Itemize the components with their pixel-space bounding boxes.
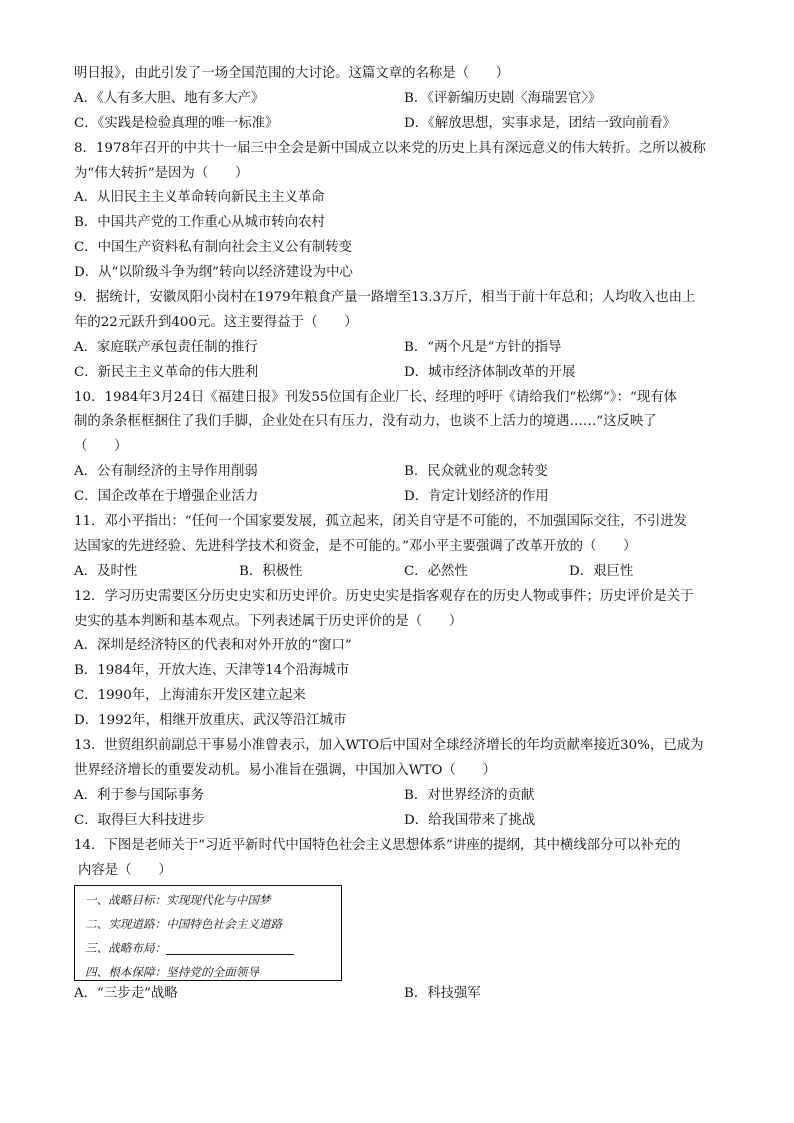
q13-stem-line1: 13．世贸组织前副总干事易小准曾表示，加入WTO后中国对全球经济增长的年均贡献率接近30%，已成为 bbox=[74, 738, 704, 754]
q12-option-c: C．1990年，上海浦东开发区建立起来 bbox=[74, 688, 306, 704]
q14-options-row1 bbox=[74, 982, 734, 1007]
q10-option-b: B．民众就业的观念转变 bbox=[404, 464, 548, 480]
q13-option-a: A．利于参与国际事务 bbox=[74, 787, 205, 803]
q7-options-row2 bbox=[74, 112, 734, 137]
outline-item-3 bbox=[85, 937, 341, 961]
outline-item-1: 一、战略目标：实现现代化与中国梦 bbox=[85, 893, 271, 908]
q7-options-row1 bbox=[74, 87, 734, 112]
q9-option-a: A．家庭联产承包责任制的推行 bbox=[74, 339, 258, 355]
q8-stem-line2: 为“伟大转折”是因为（ ） bbox=[74, 165, 249, 181]
fill-in-blank-line bbox=[166, 942, 294, 955]
q8-option-d: D．从“以阶级斗争为纲”转向以经济建设为中心 bbox=[74, 265, 353, 281]
q11-option-c: C．必然性 bbox=[404, 563, 468, 579]
q9-options-row1 bbox=[74, 336, 734, 361]
q11-stem-line1: 11．邓小平指出：“任何一个国家要发展，孤立起来，闭关自守是不可能的，不加强国际交往，不引进发 bbox=[74, 514, 688, 530]
q9-stem-line2: 年的22元跃升到400元。这主要得益于（ ） bbox=[74, 314, 358, 330]
q12-option-d: D．1992年，相继开放重庆、武汉等沿江城市 bbox=[74, 713, 347, 729]
q11-option-b: B．积极性 bbox=[239, 563, 303, 579]
q13-options-row2 bbox=[74, 809, 734, 834]
q12-stem-line2: 史实的基本判断和基本观点。下列表述属于历史评价的是（ ） bbox=[74, 613, 463, 629]
lecture-outline-box bbox=[74, 885, 342, 981]
q14-option-b: B．科技强军 bbox=[404, 986, 481, 1002]
q13-option-c: C．取得巨大科技进步 bbox=[74, 812, 205, 828]
q13-option-d: D．给我国带来了挑战 bbox=[404, 812, 536, 828]
q14-stem-line2: 内容是（ ） bbox=[78, 862, 172, 878]
q9-option-b: B．“两个凡是”方针的指导 bbox=[404, 339, 562, 355]
q11-options-row bbox=[74, 560, 734, 585]
q9-option-c: C．新民主主义革命的伟大胜利 bbox=[74, 364, 259, 380]
q10-stem-line3: （ ） bbox=[74, 439, 128, 455]
outline-item-4: 四、根本保障：坚持党的全面领导 bbox=[85, 965, 259, 980]
q10-option-d: D．肯定计划经济的作用 bbox=[404, 489, 549, 505]
q14-stem-line1: 14．下图是老师关于“习近平新时代中国特色社会主义思想体系”讲座的提纲，其中横线部分可以补充的 bbox=[74, 837, 681, 853]
q8-option-c: C．中国生产资料私有制向社会主义公有制转变 bbox=[74, 240, 353, 256]
q12-option-b: B．1984年，开放大连、天津等14个沿海城市 bbox=[74, 663, 350, 679]
q9-options-row2 bbox=[74, 361, 734, 386]
q8-option-a: A．从旧民主主义革命转向新民主主义革命 bbox=[74, 190, 325, 206]
q11-stem-line2: 达国家的先进经验、先进科学技术和资金，是不可能的。”邓小平主要强调了改革开放的（ ） bbox=[74, 538, 637, 554]
q9-option-d: D．城市经济体制改革的开展 bbox=[404, 364, 576, 380]
q7-option-b: B．《评新编历史剧〈海瑞罢官〉》 bbox=[404, 90, 602, 106]
q8-stem-line1: 8．1978年召开的中共十一届三中全会是新中国成立以来党的历史上具有深远意义的伟大转折。之所以被称 bbox=[74, 140, 706, 156]
q7-stem-tail: 明日报》，由此引发了一场全国范围的大讨论。这篇文章的名称是（ ） bbox=[74, 66, 510, 81]
q13-option-b: B．对世界经济的贡献 bbox=[404, 787, 535, 803]
q10-option-a: A．公有制经济的主导作用削弱 bbox=[74, 464, 258, 480]
q11-option-d: D．艰巨性 bbox=[569, 563, 634, 579]
q11-option-a: A．及时性 bbox=[74, 563, 138, 579]
q10-option-c: C．国企改革在于增强企业活力 bbox=[74, 489, 259, 505]
q10-options-row1 bbox=[74, 460, 734, 485]
q10-stem-line1: 10．1984年3月24日《福建日报》刊发55位国有企业厂长、经理的呼吁《请给我们“松绑”》：“现有体 bbox=[74, 389, 678, 405]
outline-item-2: 二、实现道路：中国特色社会主义道路 bbox=[85, 917, 283, 932]
q12-option-a: A．深圳是经济特区的代表和对外开放的“窗口” bbox=[74, 638, 352, 654]
q9-stem-line1: 9．据统计，安徽凤阳小岗村在1979年粮食产量一路增至13.3万斤，相当于前十年总和；人均收入也由上 bbox=[74, 290, 696, 306]
q13-options-row1 bbox=[74, 784, 734, 809]
q12-stem-line1: 12．学习历史需要区分历史史实和历史评价。历史史实是指客观存在的历史人物或事件；历史评价是关于 bbox=[74, 588, 694, 604]
exam-page bbox=[74, 62, 734, 1007]
q10-stem-line2: 制的条条框框捆住了我们手脚，企业处在只有压力，没有动力，也谈不上活力的境遇……”这反映了 bbox=[74, 414, 657, 430]
outline-item-3-label: 三、战略布局： bbox=[85, 941, 167, 956]
q14-option-a: A．“三步走”战略 bbox=[74, 986, 178, 1002]
q7-option-d: D．《解放思想，实事求是，团结一致向前看》 bbox=[404, 115, 676, 131]
q7-option-c: C．《实践是检验真理的唯一标准》 bbox=[74, 115, 279, 131]
q10-options-row2 bbox=[74, 485, 734, 510]
q7-option-a: A．《人有多大胆、地有多大产》 bbox=[74, 90, 265, 106]
q8-option-b: B．中国共产党的工作重心从城市转向农村 bbox=[74, 215, 325, 231]
q13-stem-line2: 世界经济增长的重要发动机。易小准旨在强调，中国加入WTO（ ） bbox=[74, 762, 496, 778]
